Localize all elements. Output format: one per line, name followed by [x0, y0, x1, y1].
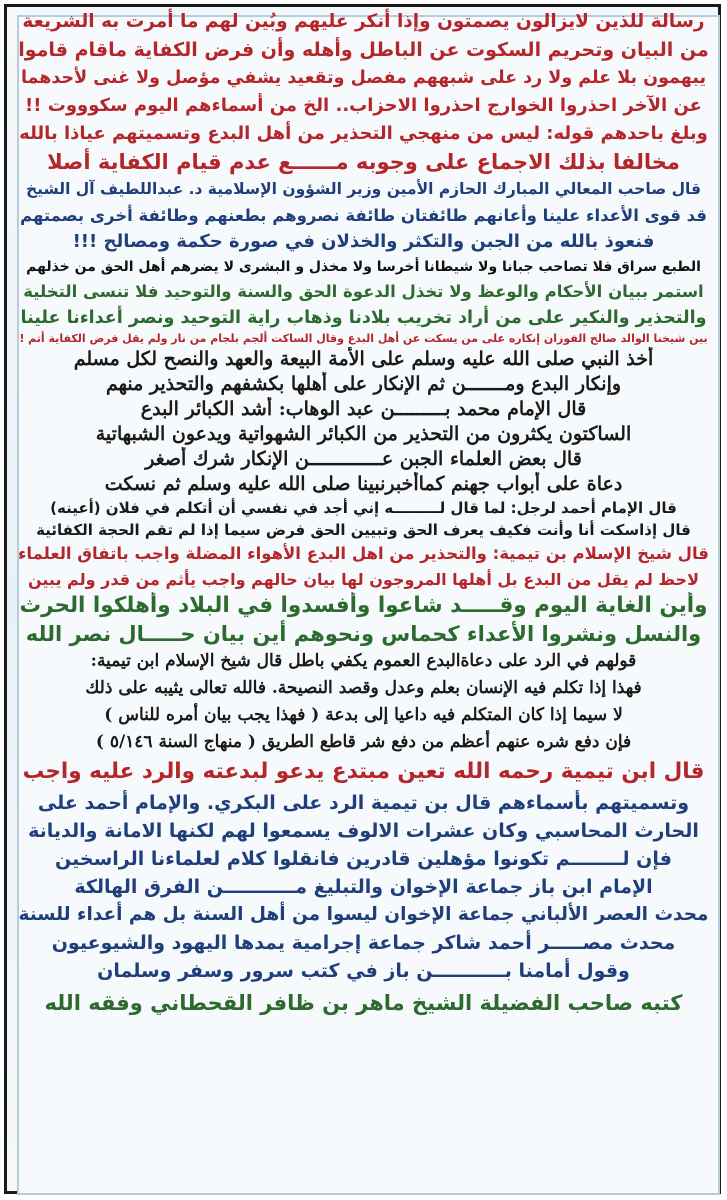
text-line: فنعوذ بالله من الجبن والتكثر والخذلان في صورة حكمة ومصالح !!!	[72, 231, 655, 252]
text-line: محدث العصر الألباني جماعة الإخوان ليسوا من أهل السنة بل هم أعداء للسنة	[18, 904, 709, 925]
text-line: استمر ببيان الأحكام والوعظ ولا تخذل الدعوة الحق والسنة والتوحيد فلا تنسى التخلية	[23, 282, 704, 301]
text-line: يبهمون بلا علم ولا رد على شبههم مفصل وتقعيد يشفي مؤصل ولا غنى لأحدهما	[20, 68, 707, 88]
text-line: الإمام ابن باز جماعة الإخوان والتبليغ مـــــــــــن الفرق الهالكة	[74, 876, 653, 898]
text-line: الطبع سراق فلا تصاحب جبانا ولا شيطانا أخرسا ولا مخذل و البشرى لا يضرهم أهل الحق من خذلهم	[26, 259, 701, 275]
text-line: كتبه صاحب الفضيلة الشيخ ماهر بن ظافر القحطاني وفقه الله	[44, 991, 683, 1015]
text-line: من البيان وتحريم السكوت عن الباطل وأهله وأن فرض الكفاية ماقام قاموا	[18, 39, 709, 61]
text-line: لاحظ لم يقل من البدع بل أهلها المروجون لها بيان حالهم واجب يأثم من قدر ولم يبين	[28, 570, 699, 589]
text-line: عن الآخر احذروا الخوارج احذروا الاحزاب.. الخ من أسماءهم اليوم سكوووت !!	[25, 95, 702, 116]
text-line: وتسميتهم بأسماءهم قال بن تيمية الرد على البكري. والإمام أحمد على	[37, 792, 690, 814]
text-line: فهذا إذا تكلم فيه الإنسان بعلم وعدل وقصد النصيحة. فالله تعالى يثيبه على ذلك	[85, 678, 642, 698]
text-line: قال شيخ الإسلام بن تيمية: والتحذير من اهل البدع الأهواء المضلة واجب باتفاق العلماء	[17, 544, 709, 563]
text-line: قال الإمام محمد بـــــــــن عبد الوهاب: أشد الكبائر البدع	[140, 398, 587, 420]
text-line: الساكتون يكثرون من التحذير من الكبائر الشهواتية ويدعون الشبهاتية	[95, 423, 632, 445]
text-line: الحارث المحاسبي وكان عشرات الالوف يسمعوا لهم لكنها الامانة والديانة	[28, 820, 699, 842]
text-line: وبلغ باحدهم قوله: ليس من منهجي التحذير من أهل البدع وتسميتهم عياذا بالله	[19, 123, 708, 144]
text-line: فإن دفع شره عنهم أعظم من دفع شر قاطع الطريق ( منهاج السنة ٥/١٤٦ )	[95, 732, 632, 752]
text-line: قولهم في الرد على دعاةالبدع العموم يكفي باطل قال شيخ الإسلام ابن تيمية:	[90, 651, 637, 671]
text-line: قال صاحب المعالي المبارك الحازم الأمين وزير الشؤون الإسلامية د. عبداللطيف آل الشيخ	[26, 180, 701, 198]
text-line: وأين الغاية اليوم وقـــــد شاعوا وأفسدوا في البلاد وأهلكوا الحرث	[19, 593, 708, 618]
text-line: قال ابن تيمية رحمه الله تعين مبتدع يدعو لبدعته والرد عليه واجب	[22, 759, 705, 784]
text-line: مخالفا بذلك الاجماع على وجوبه مــــــع عدم قيام الكفاية أصلا	[47, 150, 680, 174]
text-line: فإن لــــــــم تكونوا مؤهلين قادرين فانقلوا كلام لعلماءنا الراسخين	[55, 848, 672, 870]
text-line: قد قوى الأعداء علينا وأعانهم طائفتان طائفة نصروهم بطعنهم وطائفة أخرى بصمتهم	[20, 206, 707, 225]
text-line: وإنكار البدع ومـــــــن ثم الإنكار على أهلها بكشفهم والتحذير منهم	[105, 373, 622, 395]
message-body	[14, 8, 713, 1021]
text-line: بين شيخنا الوالد صالح الفوزان إنكاره على من يسكت عن أهل البدع وقال الساكت ألجم بلجام من نار ولم يقل فرض الكفاية أتم !	[19, 332, 708, 345]
text-line: رسالة للذين لايزالون يصمتون وإذا أُنكر عليهم وبُين لهم ما أمرت به الشريعة	[22, 11, 705, 32]
text-line: والتحذير والنكير على من أراد تخريب بلادنا وذهاب راية التوحيد ونصر أعداءنا علينا	[20, 308, 707, 328]
text-line: قال بعض العلماء الجبن عـــــــــــــن الإنكار شرك أصغر	[145, 448, 582, 470]
text-line: محدث مصـــــر أحمد شاكر جماعة إجرامية يمدها اليهود والشيوعيون	[51, 932, 676, 954]
text-line: قال الإمام أحمد لرجل: لما قال لـــــــــه إني أجد في نفسي أن أتكلم في فلان (أعينه)	[50, 499, 677, 517]
text-line: لا سيما إذا كان المتكلم فيه داعيا إلى بدعة ( فهذا يجب بيان أمره للناس )	[104, 705, 623, 725]
text-line: قال إذاسكت أنا وأنت فكيف يعرف الحق وتبيين الحق فرض سيما إذا لم تقم الحجة الكفائية	[36, 521, 691, 539]
text-line: دعاة على أبواب جهنم كماأخبرنبينا صلى الله عليه وسلم ثم نسكت	[104, 473, 623, 495]
text-line: والنسل ونشروا الأعداء كحماس ونحوهم أين بيان حـــــال نصر الله	[25, 622, 702, 646]
text-line: وقول أمامنا بـــــــــــن باز في كتب سرور وسفر وسلمان	[97, 960, 630, 982]
text-line: أخذ النبي صلى الله عليه وسلم على الأمة البيعة والعهد والنصح لكل مسلم	[73, 348, 654, 370]
